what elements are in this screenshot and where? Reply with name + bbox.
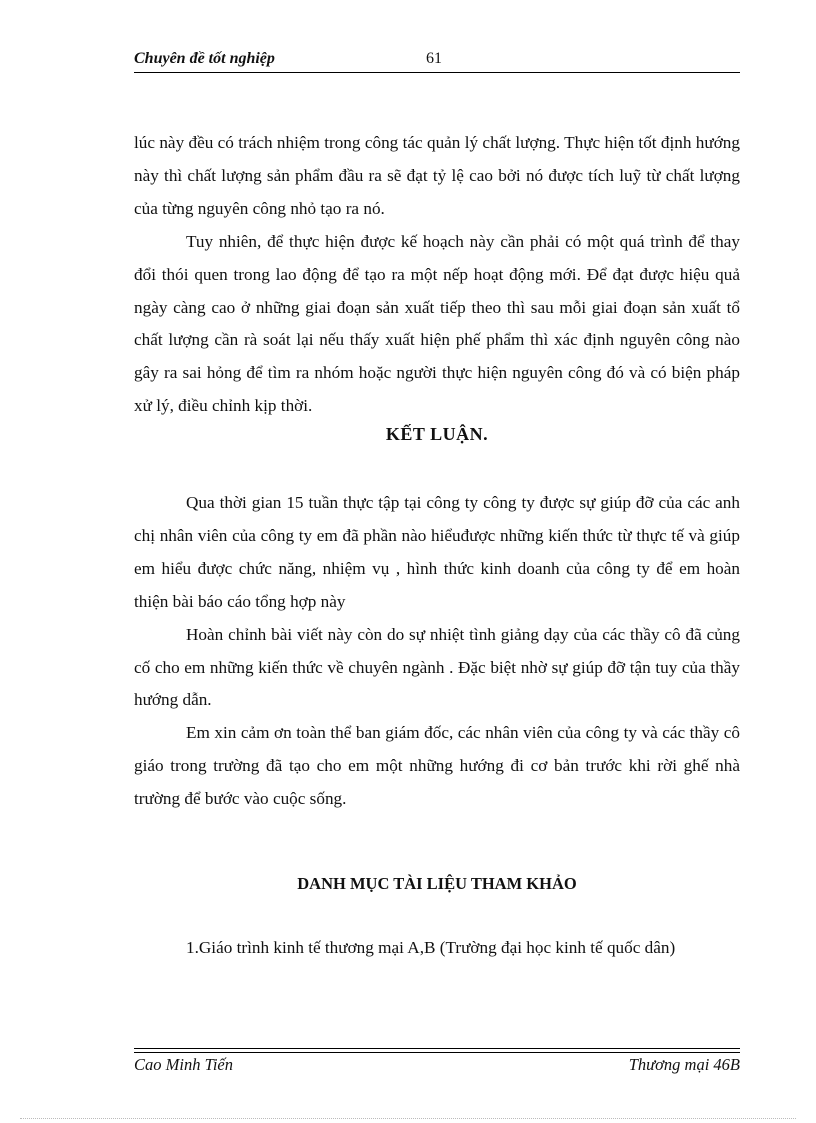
paragraph: Em xin cảm ơn toàn thể ban giám đốc, các nhân viên của công ty và các thầy cô giáo trong trường đã tạo cho em một những hướng đi cơ bản trước khi rời ghế nhà trường để bước vào cuộc sống.: [134, 723, 740, 809]
page-header: [134, 48, 740, 74]
section-body: [134, 127, 740, 423]
footer-rule: [134, 1052, 740, 1053]
references-heading: DANH MỤC TÀI LIỆU THAM KHẢO: [297, 874, 577, 893]
conclusion-body: [134, 487, 740, 816]
reference-item: 1.Giáo trình kinh tế thương mại A,B (Trường đại học kinh tế quốc dân): [186, 938, 676, 957]
paragraph: Hoàn chỉnh bài viết này còn do sự nhiệt tình giảng dạy của các thầy cô đã củng cố cho em những kiến thức về chuyên ngành . Đặc biệt nhờ sự giúp đỡ tận tuy của thầy hướng dẫn.: [134, 624, 740, 710]
footer-rule: [134, 1048, 740, 1049]
paragraph: Tuy nhiên, để thực hiện được kế hoạch này cần phải có một quá trình để thay đổi thói quen trong lao động để tạo ra một nếp hoạt động mới. Để đạt được hiệu quả ngày càng cao ở những giai đoạn sản xuất tiếp theo thì sau mỗi giai đoạn sản xuất tổ chất lượng cần rà soát lại nếu thấy xuất hiện phế phẩm thì xác định nguyên công nào gây ra sai hỏng để tìm ra nhóm hoặc người thực hiện nguyên công đó và có biện pháp xử lý, điều chỉnh kịp thời.: [134, 231, 740, 416]
page-number: 61: [426, 50, 442, 67]
paragraph: Qua thời gian 15 tuần thực tập tại công ty công ty được sự giúp đỡ của các anh chị nhân viên của công ty em đã phần nào hiểuđược những kiến thức từ thực tế và giúp em hiểu được chức năng, nhiệm vụ , hình thức kinh doanh của công ty để em hoàn thiện bài báo cáo tổng hợp này: [134, 493, 740, 611]
conclusion-heading: KẾT LUẬN.: [385, 424, 489, 444]
footer-class: Thương mại 46B: [628, 1055, 740, 1074]
document-title: Chuyên đề tốt nghiệp: [134, 50, 275, 67]
footer-author: Cao Minh Tiến: [134, 1055, 234, 1074]
header-rule: [134, 72, 740, 73]
paragraph: lúc này đều có trách nhiệm trong công tác quản lý chất lượng. Thực hiện tốt định hướng này thì chất lượng sản phẩm đầu ra sẽ đạt tỷ lệ cao bởi nó được tích luỹ từ chất lượng của từng nguyên công nhỏ tạo ra nó.: [134, 133, 740, 218]
page-edge-dotted-line: [20, 1118, 796, 1119]
